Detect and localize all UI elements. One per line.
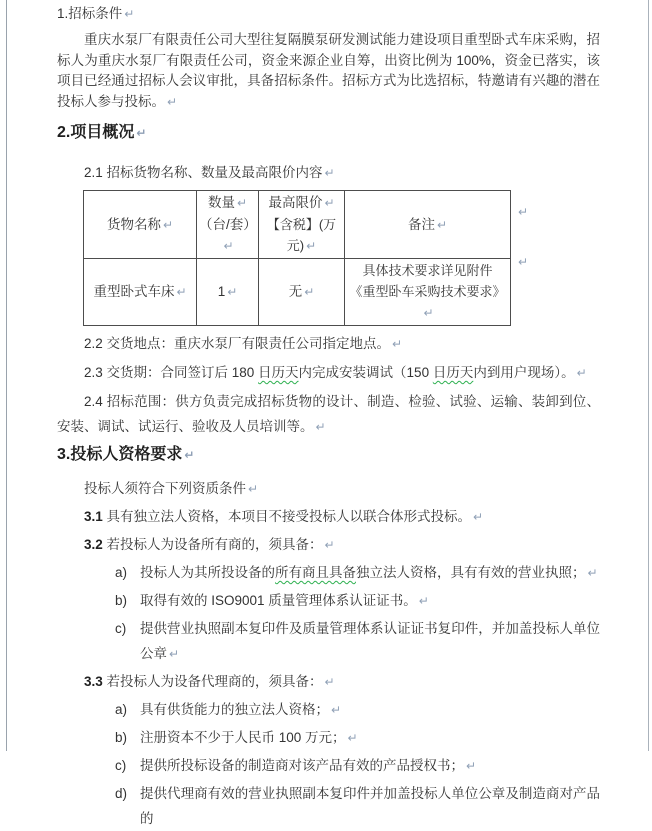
cell-goods-name-text: 重型卧式车床: [93, 284, 175, 299]
col-header-max-price-line2: 【含税】(万元): [266, 217, 337, 253]
pilcrow-mark: ↵: [236, 196, 248, 210]
document-content: [57, 0, 600, 831]
cell-quantity-text: 1: [217, 284, 226, 299]
list-item-3-2-c: [57, 616, 600, 667]
pilcrow-mark: ↵: [392, 337, 403, 351]
clause-2-3-seg1: 2.3 交货期：合同签订后 180: [84, 365, 259, 380]
clause-3-1: [57, 504, 600, 530]
clause-3-3-number: 3.3: [84, 674, 103, 689]
goods-table-header-row: [84, 191, 511, 259]
cell-remarks-line2: 《重型卧车采购技术要求》: [349, 284, 506, 299]
pilcrow-mark: ↵: [315, 420, 326, 434]
pilcrow-mark: ↵: [473, 510, 484, 524]
list-item-3-2-c-text: 提供营业执照副本复印件及质量管理体系认证证书复印件，并加盖投标人单位公章: [140, 621, 600, 661]
list-item-3-3-c: [57, 753, 600, 779]
pilcrow-mark: ↵: [162, 217, 174, 232]
pilcrow-mark: ↵: [223, 239, 234, 253]
list-item-3-3-c-text: 提供所投标设备的制造商对该产品有效的产品授权书；: [140, 758, 464, 773]
section-3-intro-text: 投标人须符合下列资质条件: [84, 481, 246, 496]
page-border-left: [6, 0, 7, 751]
clause-3-3-text: 若投标人为设备代理商的，须具备：: [106, 674, 323, 689]
pilcrow-mark: ↵: [176, 285, 187, 299]
clause-2-2-text: 2.2 交货地点：重庆水泵厂有限责任公司指定地点。: [84, 336, 391, 351]
col-header-goods-name-text: 货物名称: [106, 216, 161, 232]
cell-goods-name: [84, 259, 197, 326]
clause-3-2-number: 3.2: [84, 537, 103, 552]
pilcrow-mark: ↵: [136, 126, 147, 140]
pilcrow-mark: ↵: [248, 482, 259, 496]
pilcrow-mark: ↵: [324, 538, 335, 552]
pilcrow-mark: ↵: [436, 217, 448, 232]
list-item-3-3-b-text: 注册资本不少于人民币 100 万元；: [140, 730, 346, 745]
clause-2-2: [57, 331, 600, 357]
pilcrow-mark: ↵: [304, 285, 315, 299]
list-item-label: a): [115, 565, 128, 580]
section-1-title: [57, 0, 600, 24]
pilcrow-mark: ↵: [169, 647, 180, 661]
pilcrow-mark: ↵: [331, 703, 342, 717]
pilcrow-mark: ↵: [124, 7, 135, 21]
col-header-max-price: [259, 191, 345, 259]
list-item-3-2-a-seg2: 独立法人资格，具有有效的营业执照；: [356, 565, 586, 580]
list-item-3-3-b: [57, 725, 600, 751]
pilcrow-mark: ↵: [324, 675, 335, 689]
col-header-quantity: [197, 191, 259, 259]
pilcrow-mark: ↵: [576, 366, 587, 380]
col-header-quantity-line1: 数量: [207, 195, 235, 210]
clause-3-2-text: 若投标人为设备所有商的，须具备：: [106, 537, 323, 552]
clause-3-1-number: 3.1: [84, 509, 103, 524]
clause-2-3-seg3: 内到用户现场）。: [473, 365, 575, 380]
clause-3-2: [57, 532, 600, 558]
pilcrow-mark: ↵: [347, 731, 358, 745]
list-item-3-3-d-text: 提供代理商有效的营业执照副本复印件并加盖投标人单位公章及制造商对产品的: [140, 786, 600, 826]
list-item-label: c): [115, 621, 127, 636]
clause-3-3: [57, 669, 600, 695]
cell-max-price-text: 无: [288, 284, 303, 299]
list-item-label: b): [115, 593, 128, 608]
clause-2-1: [57, 160, 600, 186]
clause-2-4: [57, 389, 600, 440]
list-item-3-2-a-seg1: 投标人为其所投设备的: [140, 565, 275, 580]
section-3-heading: [57, 443, 600, 467]
pilcrow-mark: ↵: [184, 448, 195, 462]
goods-table-data-row: [84, 259, 511, 326]
page-border-right: [648, 0, 649, 751]
section-3-intro: [57, 476, 600, 502]
col-header-remarks-text: 备注: [407, 216, 435, 232]
section-2-heading: [57, 122, 600, 144]
cell-max-price: [259, 259, 345, 326]
pilcrow-mark: ↵: [324, 196, 335, 210]
pilcrow-mark: ↵: [167, 94, 178, 109]
pilcrow-mark: ↵: [587, 566, 598, 580]
spellcheck-wavy-text: 日历天: [432, 365, 474, 380]
pilcrow-mark: ↵: [518, 205, 529, 219]
clause-2-3-seg2: 内完成安装调试（150: [298, 365, 433, 380]
cell-remarks: [345, 259, 511, 326]
list-item-label: b): [115, 730, 128, 745]
col-header-goods-name: [84, 191, 197, 259]
pilcrow-mark: ↵: [324, 166, 335, 180]
col-header-remarks: [345, 191, 511, 259]
list-item-3-2-b: [57, 588, 600, 614]
col-header-quantity-line2: （台/套）: [199, 217, 257, 232]
list-item-3-3-a: [57, 697, 600, 723]
list-item-3-2-a: [57, 560, 600, 586]
section-2-heading-text: 2.项目概况: [57, 124, 135, 141]
clause-2-4-text: 2.4 招标范围：供方负责完成招标货物的设计、制造、检验、试验、运输、装卸到位、安装、调试、试运行、验收及人员培训等。: [57, 394, 600, 434]
pilcrow-mark: ↵: [306, 239, 317, 253]
section-1-paragraph-text: 重庆水泵厂有限责任公司大型往复隔膜泵研发测试能力建设项目重型卧式车床采购，招标人为重庆水泵厂有限责任公司，资金来源企业自筹，出资比例为 100%，资金已落实，该项目已经通过招标人会议审批，具备招标条件。招标方式为比选招标，特邀请有兴趣的潜在投标人参与投标。: [57, 32, 600, 109]
cell-remarks-line1: 具体技术要求详见附件: [362, 263, 493, 278]
goods-table: [83, 190, 511, 326]
clause-2-3: [57, 360, 600, 386]
list-item-3-3-a-text: 具有供货能力的独立法人资格；: [140, 702, 329, 717]
section-3-heading-text: 3.投标人资格要求: [57, 446, 183, 463]
list-item-label: c): [115, 758, 127, 773]
pilcrow-mark: ↵: [466, 759, 477, 773]
section-1-title-text: 1.招标条件: [57, 6, 123, 21]
list-item-3-2-b-text: 取得有效的 ISO9001 质量管理体系认证证书。: [140, 593, 417, 608]
col-header-max-price-line1: 最高限价: [268, 195, 323, 210]
clause-2-1-text: 2.1 招标货物名称、数量及最高限价内容: [84, 165, 323, 180]
goods-table-wrap: [83, 190, 529, 326]
list-item-label: d): [115, 786, 128, 801]
spellcheck-wavy-text: 所有商且具备: [275, 565, 356, 580]
cell-quantity: [197, 259, 259, 326]
clause-3-1-text: 具有独立法人资格，本项目不接受投标人以联合体形式投标。: [106, 509, 472, 524]
spellcheck-wavy-text: 日历天: [258, 365, 299, 380]
pilcrow-mark: ↵: [227, 285, 238, 299]
pilcrow-mark: ↵: [518, 255, 529, 269]
section-1-paragraph: [57, 30, 600, 112]
pilcrow-mark: ↵: [418, 594, 429, 608]
pilcrow-mark: ↵: [423, 306, 434, 320]
list-item-label: a): [115, 702, 128, 717]
list-item-3-3-d: [57, 781, 600, 831]
